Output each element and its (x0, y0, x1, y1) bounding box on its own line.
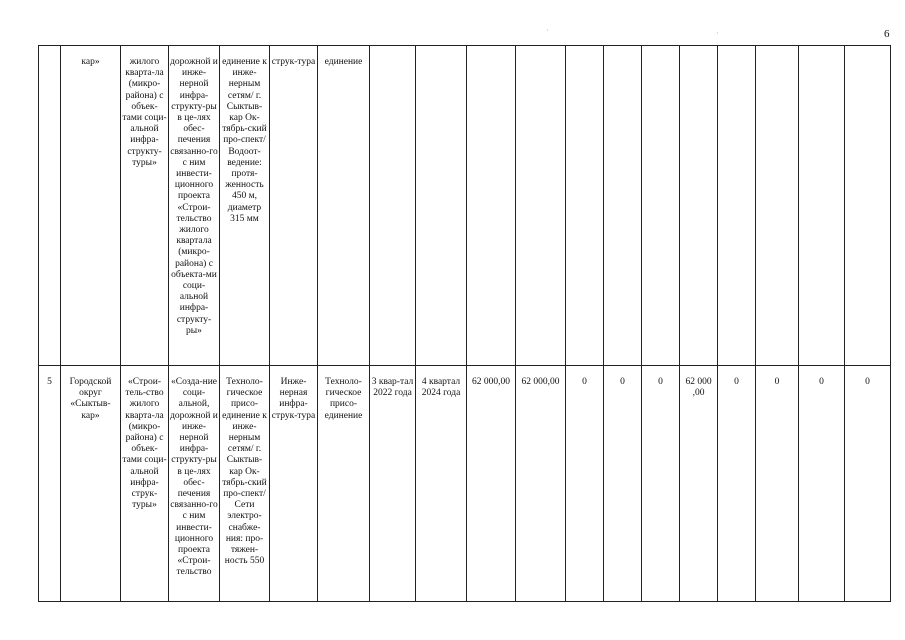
cell-start: 3 квар-тал 2022 года (370, 366, 416, 602)
cell-project: «Строи-тель-ство жилого кварта-ла (микро-района) с объек-тами соци-альной инфра-струк-туры» (121, 366, 169, 602)
cell-amount (516, 46, 566, 366)
cell-amount (845, 46, 891, 366)
cell-amount (718, 46, 756, 366)
cell-measure: «Созда-ние соци-альной, дорожной и инже-нерной инфра-структу-ры в це-лях обес-печения связанно-го с ним инвести-ционного проекта «Строи-тельство (169, 366, 220, 602)
cell-amount: 0 (756, 366, 799, 602)
cell-municipality: Городской округ «Сыктыв-кар» (61, 366, 121, 602)
register-table (38, 45, 891, 602)
cell-amount: 0 (642, 366, 680, 602)
cell-infra-type: Инже-нерная инфра-струк-тура (270, 366, 318, 602)
cell-object: Техноло-гическое присо-единение к инже-нерным сетям/ г. Сыктыв-кар Ок-тябрь-ский про-спект/ Сети электро-снабже-ния: про-тяжен-ность 550 (220, 366, 270, 602)
cell-amount: 0 (566, 366, 604, 602)
cell-amount: 62 000,00 (516, 366, 566, 602)
cell-work-type: единение (318, 46, 370, 366)
cell-infra-type: струк-тура (270, 46, 318, 366)
cell-municipality: кар» (61, 46, 121, 366)
cell-index: 5 (39, 366, 61, 602)
cell-amount (642, 46, 680, 366)
cell-start (370, 46, 416, 366)
cell-index (39, 46, 61, 366)
cell-amount: 0 (845, 366, 891, 602)
cell-object: единение к инже-нерным сетям/ г. Сыктыв-кар Ок-тябрь-ский про-спект/ Водоот-ведение: протя-женность 450 м, диаметр 315 мм (220, 46, 270, 366)
page-number: 6 (884, 28, 890, 40)
cell-amount (604, 46, 642, 366)
cell-amount (680, 46, 718, 366)
table-row (39, 46, 891, 366)
scan-speck: · (546, 26, 549, 35)
cell-amount: 62 000,00 (467, 366, 516, 602)
cell-amount: 0 (718, 366, 756, 602)
cell-amount (467, 46, 516, 366)
cell-end (416, 46, 467, 366)
table-row (39, 366, 891, 602)
cell-amount: 0 (604, 366, 642, 602)
cell-measure: дорожной и инже-нерной инфра-структу-ры в це-лях обес-печения связанно-го с ним инвести-ционного проекта «Строи-тельство жилого квартала (микро-района) с объекта-ми соци-альной инфра-структу-ры» (169, 46, 220, 366)
cell-amount: 62 000 ,00 (680, 366, 718, 602)
cell-end: 4 квартал 2024 года (416, 366, 467, 602)
cell-work-type: Техноло-гическое присо-единение (318, 366, 370, 602)
cell-project: жилого кварта-ла (микро-района) с объек-тами соци-альной инфра-структу-туры» (121, 46, 169, 366)
cell-amount: 0 (799, 366, 845, 602)
cell-amount (566, 46, 604, 366)
cell-amount (756, 46, 799, 366)
scan-speck: · (716, 29, 719, 38)
cell-amount (799, 46, 845, 366)
